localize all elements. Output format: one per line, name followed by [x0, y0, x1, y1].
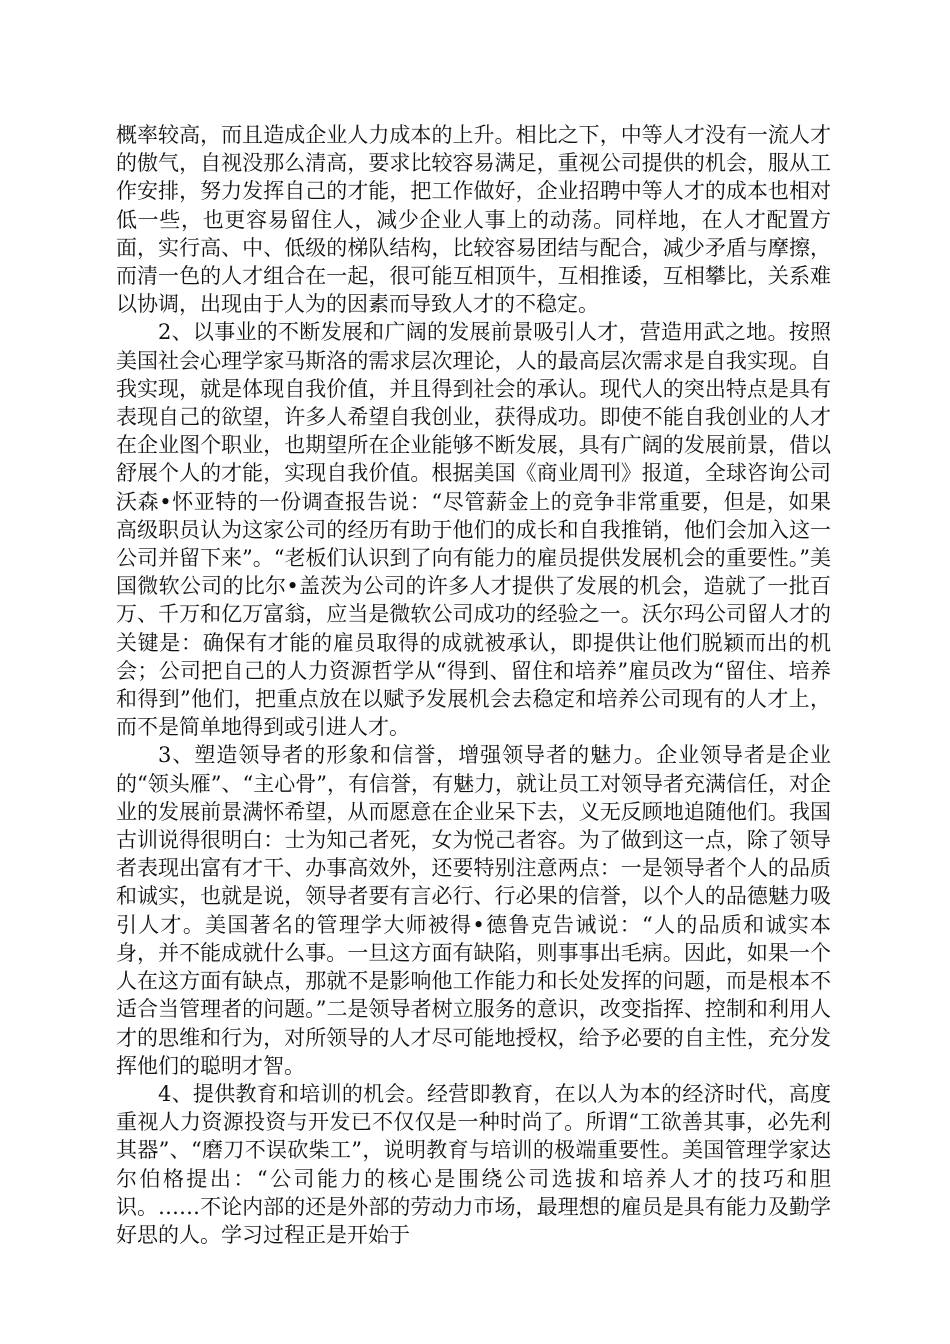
paragraph-3-leadership-image: 3、塑造领导者的形象和信誉，增强领导者的魅力。企业领导者是企业的“领头雁”、“主心骨”，有信誉，有魅力，就让员工对领导者充满信任，对企业的发展前景满怀希望，从而愿意在企业呆下去，义无反顾地追随他们。我国古训说得很明白：士为知己者死，女为悦己者容。为了做到这一点，除了领导者表现出富有才干、办事高效外，还要特别注意两点：一是领导者个人的品质和诚实，也就是说，领导者要有言必行、行必果的信誉，以个人的品德魅力吸引人才。美国著名的管理学大师被得•德鲁克告诫说：“人的品质和诚实本身，并不能成就什么事。一旦这方面有缺陷，则事事出毛病。因此，如果一个人在这方面有缺点，那就不是影响他工作能力和长处发挥的问题，而是根本不适合当管理者的问题。”二是领导者树立服务的意识，改变指挥、控制和利用人才的思维和行为，对所领导的人才尽可能地授权，给予必要的自主性，充分发挥他们的聪明才智。: [116, 743, 831, 1078]
document-page: [116, 121, 831, 1249]
paragraph-2-career-development: 2、以事业的不断发展和广阔的发展前景吸引人才，营造用武之地。按照美国社会心理学家马斯洛的需求层次理论，人的最高层次需求是自我实现。自我实现，就是体现自我价值，并且得到社会的承认。现代人的突出特点是具有表现自己的欲望，许多人希望自我创业，获得成功。即使不能自我创业的人才在企业图个职业，也期望所在企业能够不断发展，具有广阔的发展前景，借以舒展个人的才能，实现自我价值。根据美国《商业周刊》报道，全球咨询公司沃森•怀亚特的一份调查报告说：“尽管薪金上的竞争非常重要，但是，如果高级职员认为这家公司的经历有助于他们的成长和自我推销，他们会加入这一公司并留下来”。“老板们认识到了向有能力的雇员提供发展机会的重要性。”美国微软公司的比尔•盖茨为公司的许多人才提供了发展的机会，造就了一批百万、千万和亿万富翁，应当是微软公司成功的经验之一。沃尔玛公司留人才的关键是：确保有才能的雇员取得的成就被承认，即提供让他们脱颖而出的机会；公司把自己的人力资源哲学从“得到、留住和培养”雇员改为“留住、培养和得到”他们，把重点放在以赋予发展机会去稳定和培养公司现有的人才上，而不是简单地得到或引进人才。: [116, 320, 831, 740]
paragraph-4-education-training: 4、提供教育和培训的机会。经营即教育，在以人为本的经济时代，高度重视人力资源投资与开发已不仅仅是一种时尚了。所谓“工欲善其事，必先利其器”、“磨刀不误砍柴工”，说明教育与培训的极端重要性。美国管理学家达尔伯格提出：“公司能力的核心是围绕公司选拔和培养人才的技巧和胆识。……不论内部的还是外部的劳动力市场，最理想的雇员是具有能力及勤学好思的人。学习过程正是开始于: [116, 1081, 831, 1247]
paragraph-continuation: 概率较高，而且造成企业人力成本的上升。相比之下，中等人才没有一流人才的傲气，自视没那么清高，要求比较容易满足，重视公司提供的机会，服从工作安排，努力发挥自己的才能，把工作做好，企业招聘中等人才的成本也相对低一些，也更容易留住人，减少企业人事上的动荡。同样地，在人才配置方面，实行高、中、低级的梯队结构，比较容易团结与配合，减少矛盾与摩擦，而清一色的人才组合在一起，很可能互相顶牛，互相推诿，互相攀比，关系难以协调，出现由于人为的因素而导致人才的不稳定。: [116, 123, 831, 317]
